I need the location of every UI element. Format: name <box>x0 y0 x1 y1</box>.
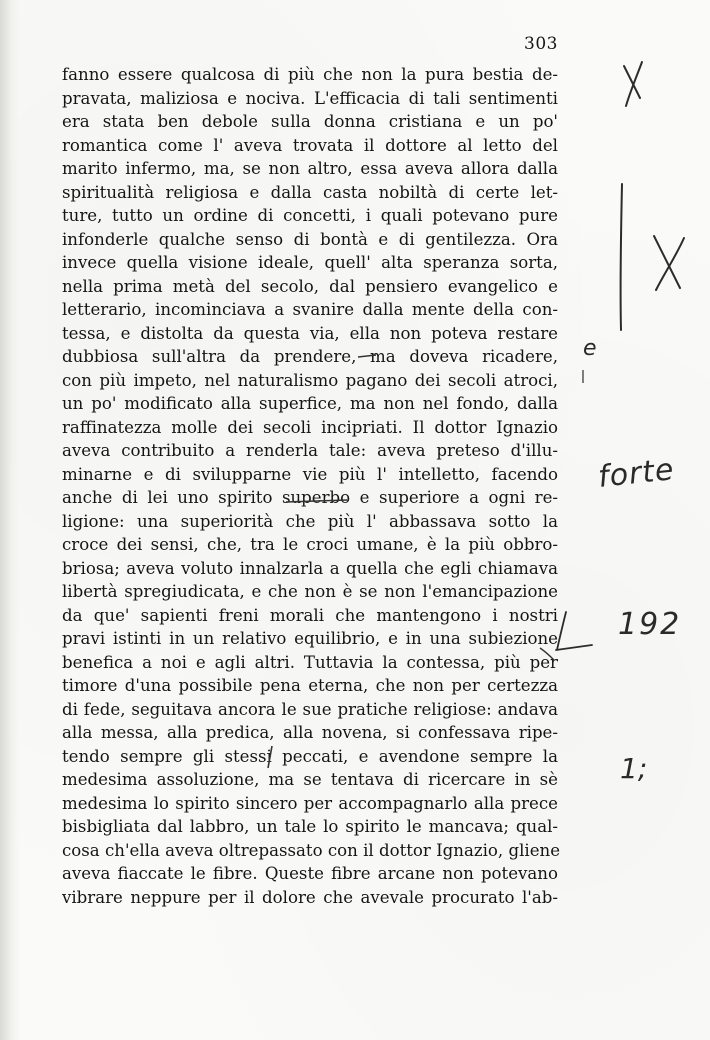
margin-note-e: e <box>583 336 597 361</box>
margin-note-1-semicolon: 1; <box>620 752 648 785</box>
margin-note-192: 192 <box>618 607 682 642</box>
text-line: infonderle qualche senso di bontà e di gentilezza. Ora <box>62 229 558 249</box>
text-line: da que' sapienti freni morali che mantengono i nostri <box>62 605 558 625</box>
text-line: cosa ch'ella aveva oltrepassato con il dottor Ignazio, gliene <box>62 840 561 860</box>
body-text <box>62 63 561 909</box>
text-line: tendo sempre gli stessi peccati, e avendone sempre la <box>62 746 558 766</box>
text-line: era stata ben debole sulla donna cristiana e un po' <box>62 112 558 131</box>
text-line: timore d'una possibile pena eterna, che non per certezza <box>62 676 558 695</box>
text-line: anche di lei uno spirito superbo e superiore a ogni re- <box>62 488 558 507</box>
text-line: aveva contribuito a renderla tale: aveva preteso d'illu- <box>62 441 558 460</box>
x-mark-top <box>624 62 642 106</box>
text-line: invece quella visione ideale, quell' alta speranza sorta, <box>62 253 558 272</box>
text-line: un po' modificato alla superfice, ma non nel fondo, dalla <box>62 394 558 413</box>
text-line: bisbigliata dal labbro, un tale lo spirito le mancava; qual- <box>62 817 558 836</box>
text-line: pravata, maliziosa e nociva. L'efficacia di tali sentimenti <box>62 88 558 108</box>
text-line: di fede, seguitava ancora le sue pratiche religiose: andava <box>62 699 558 719</box>
text-line: minarne e di svilupparne vie più l' intelletto, facendo <box>62 464 558 484</box>
text-line: romantica come l' aveva trovata il dottore al letto del <box>62 135 558 155</box>
text-line: fanno essere qualcosa di più che non la pura bestia de- <box>62 65 558 84</box>
binding-edge <box>0 0 20 1040</box>
text-line: con più impeto, nel naturalismo pagano dei secoli atroci, <box>62 370 558 390</box>
text-line: dubbiosa sull'altra da prendere, ma doveva ricadere, <box>62 347 558 366</box>
text-line: medesima lo spirito sincero per accompagnarlo alla prece <box>62 793 558 813</box>
x-mark-large <box>654 236 684 290</box>
text-line: spiritualità religiosa e dalla casta nobiltà di certe let- <box>62 182 558 202</box>
text-line: libertà spregiudicata, e che non è se non l'emancipazione <box>62 582 558 601</box>
text-line: medesima assoluzione, ma se tentava di ricercare in sè <box>62 770 558 789</box>
text-line: croce dei sensi, che, tra le croci umane, è la più obbro- <box>62 535 558 554</box>
text-line: letterario, incominciava a svanire dalla mente della con- <box>62 300 558 319</box>
text-line: aveva fiaccate le fibre. Queste fibre arcane non potevano <box>62 864 558 883</box>
margin-vertical-line <box>621 184 622 330</box>
text-line: marito infermo, ma, se non altro, essa aveva allora dalla <box>62 159 558 178</box>
text-line: vibrare neppure per il dolore che avevale procurato l'ab- <box>62 887 558 907</box>
text-line: benefica a noi e agli altri. Tuttavia la contessa, più per <box>62 652 558 672</box>
text-line: alla messa, alla predica, alla novena, si confessava ripe- <box>62 723 558 742</box>
text-line: briosa; aveva voluto innalzarla a quella che egli chiamava <box>62 558 558 578</box>
bracket-subiezione <box>556 612 592 650</box>
page-number: 303 <box>524 34 558 54</box>
text-line: ligione: una superiorità che più l' abbassava sotto la <box>62 511 558 531</box>
text-line: raffinatezza molle dei secoli incipriati. Il dottor Ignazio <box>62 417 558 437</box>
text-line: tessa, e distolta da questa via, ella non poteva restare <box>62 323 558 343</box>
text-line: nella prima metà del secolo, dal pensiero evangelico e <box>62 276 558 296</box>
text-line: ture, tutto un ordine di concetti, i quali potevano pure <box>62 206 558 225</box>
margin-note-forte: forte <box>596 452 677 495</box>
text-line: pravi istinti in un relativo equilibrio, e in una subiezione <box>62 629 558 648</box>
